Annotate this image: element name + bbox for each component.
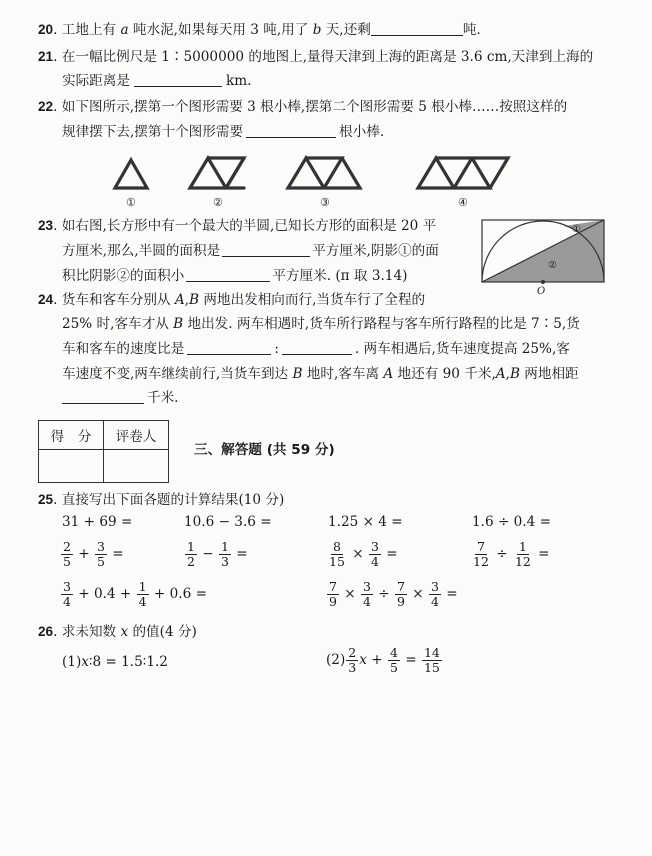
question-23-line3: 积比阴影②的面积小 平方厘米. (π 取 3.14): [62, 268, 408, 284]
figure-1: [115, 160, 147, 188]
question-25: 25. 直接写出下面各题的计算结果(10 分): [38, 492, 285, 508]
question-24-line2: 25% 时,客车才从 B 地出发. 两车相遇时,货车所行路程与客车所行路程的比是 7∶5,货: [62, 316, 580, 332]
calc-10: $\frac{7}{9}$ × $\frac{3}{4}$ ÷ $\frac{7}{9}$ × $\frac{3}{4}$ =: [329, 579, 458, 609]
calc-5: $\frac{2}{5}$ + $\frac{3}{5}$ =: [63, 539, 124, 569]
figure-2: [190, 158, 244, 188]
question-22: 22. 如下图所示,摆第一个图形需要 3 根小棒,摆第二个图形需要 5 根小棒……按照这样的: [38, 99, 568, 115]
question-24-line3: 车和客车的速度比是 : . 两车相遇后,货车速度提高 25%,客: [62, 341, 570, 357]
question-24-line4: 车速度不变,两车继续前行,当货车到达 B 地时,客车离 A 地还有 90 千米,A,B 两地相距: [62, 366, 579, 382]
answer-blank[interactable]: [282, 340, 352, 355]
grader-header: 评卷人: [104, 421, 169, 450]
calc-2: 10.6 − 3.6 =: [184, 514, 272, 530]
calc-6: $\frac{1}{2}$ − $\frac{1}{3}$ =: [187, 539, 248, 569]
center-label-o: O: [537, 286, 546, 296]
question-21: 21. 在一幅比例尺是 1∶5000000 的地图上,量得天津到上海的距离是 3.6 cm,天津到上海的: [38, 49, 594, 65]
equation-1: (1)x∶8 = 1.5∶1.2: [62, 654, 168, 670]
answer-blank[interactable]: [222, 242, 310, 257]
calc-8: $\frac{7}{12}$ ÷ $\frac{1}{12}$ =: [473, 539, 550, 569]
answer-blank[interactable]: [187, 340, 271, 355]
shade-label-1: ①: [572, 224, 581, 235]
figure-label-4: ④: [458, 196, 468, 209]
figure-label-2: ②: [213, 196, 223, 209]
figure-3: [288, 158, 360, 188]
score-header: 得 分: [39, 421, 104, 450]
question-23: 23. 如右图,长方形中有一个最大的半圆,已知长方形的面积是 20 平: [38, 218, 437, 234]
question-20: 20. 工地上有 a 吨水泥,如果每天用 3 吨,用了 b 天,还剩 吨.: [38, 22, 481, 38]
figure-label-1: ①: [126, 196, 136, 209]
answer-blank[interactable]: [186, 267, 270, 282]
question-26: 26. 求未知数 x 的值(4 分): [38, 624, 197, 640]
question-22-line2: 规律摆下去,摆第十个图形需要 根小棒.: [62, 124, 385, 140]
calc-3: 1.25 × 4 =: [328, 514, 403, 530]
figure-4: [418, 158, 508, 188]
calc-1: 31 + 69 =: [62, 514, 133, 530]
grader-cell[interactable]: [104, 450, 169, 483]
question-24-line5: 千米.: [62, 388, 179, 408]
question-21-line2: 实际距离是 km.: [62, 73, 252, 89]
answer-blank[interactable]: [134, 72, 222, 87]
figure-label-3: ③: [320, 196, 330, 209]
question-24: 24. 货车和客车分别从 A,B 两地出发相向而行,当货车行了全程的: [38, 292, 426, 308]
question-23-line2: 方厘米,那么,半圆的面积是 平方厘米,阴影①的面: [62, 243, 439, 259]
score-table: [38, 420, 169, 483]
answer-blank[interactable]: [246, 123, 336, 138]
answer-blank[interactable]: [62, 389, 144, 404]
section-title: 三、解答题 (共 59 分): [194, 442, 335, 458]
shade-label-2: ②: [548, 260, 557, 271]
score-cell[interactable]: [39, 450, 104, 483]
equation-2: (2) $\frac{2}{3}$ x + $\frac{4}{5}$ = $\frac{14}{15}$: [326, 645, 440, 675]
calc-7: $\frac{8}{15}$ × $\frac{3}{4}$ =: [329, 539, 398, 569]
answer-blank[interactable]: [371, 21, 463, 36]
calc-9: $\frac{3}{4}$ + 0.4 + $\frac{1}{4}$ + 0.6 =: [63, 579, 207, 609]
rectangle-semicircle-figure: [480, 218, 610, 296]
stick-triangles-figure: [100, 148, 540, 210]
calc-4: 1.6 ÷ 0.4 =: [472, 514, 551, 530]
